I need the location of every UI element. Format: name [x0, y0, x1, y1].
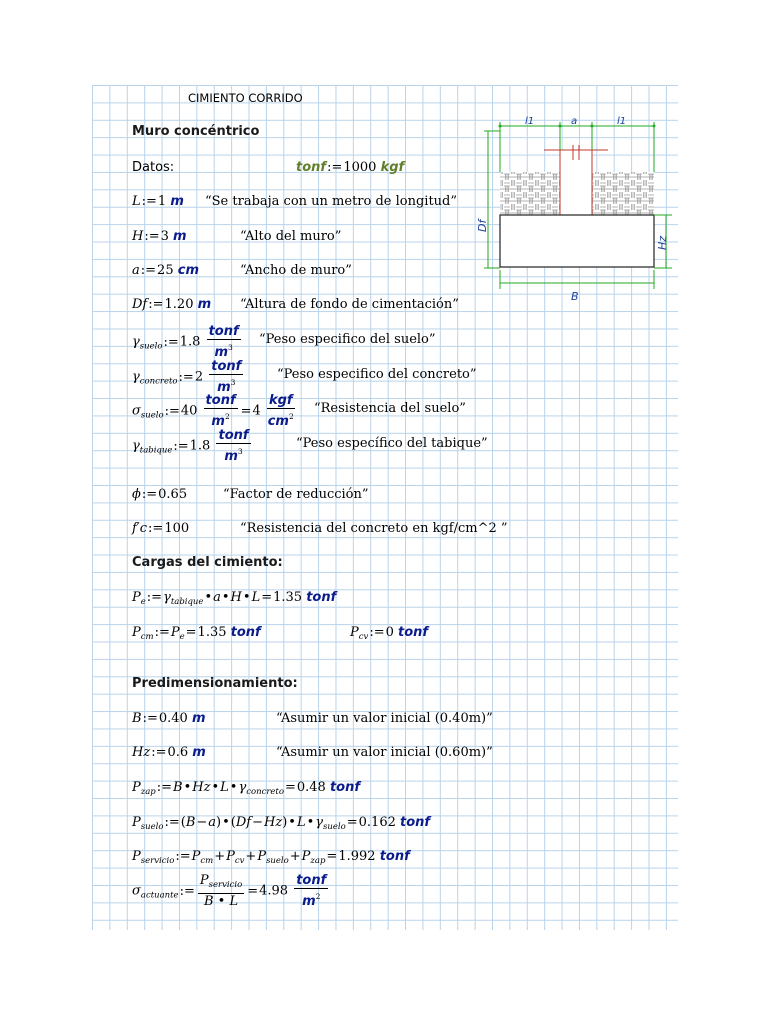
sigma-actuante-unit: $\frac{\text{tonf}}{m^2}$ — [296, 873, 327, 909]
tonf-value: 1000 — [343, 160, 377, 175]
input-Hz: Hz:=0.6 m — [132, 745, 206, 760]
sigma-suelo-eq: $\sigma_{suelo}:=40$ $\frac{\text{tonf}}{m^2}$ =4 $\frac{\text{kgf}}{cm^2}$ — [132, 393, 294, 429]
label-l1-right: l1 — [617, 116, 627, 127]
tonf-definition: tonf:=1000 kgf — [296, 160, 405, 175]
foundation-diagram — [478, 108, 678, 308]
label-df: Df — [476, 219, 489, 232]
gamma-concreto-eq: $\gamma_{concreto}:=2$ $\frac{\text{tonf}}{m^3}$ — [132, 359, 242, 395]
section-heading-cargas: Cargas del cimiento: — [132, 555, 283, 570]
wall-rect — [560, 150, 592, 215]
comment-gamma-suelo: “Peso especifico del suelo” — [259, 332, 436, 347]
comment-gamma-tabique: “Peso específico del tabique” — [296, 436, 488, 451]
comment-sigma-suelo: “Resistencia del suelo” — [314, 401, 466, 416]
label-l1-left: l1 — [525, 116, 535, 127]
label-hz: Hz — [656, 235, 669, 250]
datos-label: Datos: — [132, 160, 175, 175]
label-a: a — [571, 116, 578, 127]
tonf-symbol: tonf — [296, 160, 327, 175]
page-title: CIMIENTO CORRIDO — [188, 91, 303, 105]
soil-left-hatch — [500, 172, 560, 215]
footing-rect — [500, 215, 654, 267]
gamma-suelo-unit: $\frac{\text{tonf}}{m^3}$ — [208, 324, 239, 360]
gamma-suelo-eq: $\gamma_{suelo}:=1.8$ $\frac{\text{tonf}}{m^3}$ — [132, 324, 239, 360]
sigma-actuante-eq: $\sigma_{actuante}:=$ $\frac{P_{servicio}}{B • L}$ =4.98 $\frac{\text{tonf}}{m^2}$ — [132, 873, 327, 909]
label-b: B — [571, 290, 579, 303]
sigma-suelo-unit: $\frac{\text{tonf}}{m^2}$ — [205, 393, 236, 429]
pcv-eq: $P_{cv}:=0$ tonf — [350, 625, 429, 642]
pzap-eq: $P_{zap}:=B•Hz•L•\gamma_{concreto}=0.48$ tonf — [132, 780, 361, 797]
psuelo-eq: $P_{suelo}:=(B-a)•(Df-Hz)•L•\gamma_{suelo}=0.162$ tonf — [132, 815, 431, 832]
comment-H: “Alto del muro” — [240, 229, 342, 244]
pservicio-eq: $P_{servicio}:=P_{cm}+P_{cv}+P_{suelo}+P_{zap}=1.992$ tonf — [132, 849, 410, 866]
section-heading-muro: Muro concéntrico — [132, 124, 260, 139]
comment-fc: “Resistencia del concreto en kgf/cm^2 ” — [240, 521, 508, 536]
tonf-unit: kgf — [380, 160, 405, 175]
input-Df: Df:=1.20 m — [132, 297, 212, 312]
input-a: a:=25 cm — [132, 263, 199, 278]
comment-phi: “Factor de reducción” — [223, 487, 369, 502]
comment-L: “Se trabaja con un metro de longitud” — [205, 194, 458, 209]
sigma-actuante-fraction: $\frac{P_{servicio}}{B • L}$ — [199, 873, 243, 909]
soil-right-hatch — [592, 172, 654, 215]
section-heading-predim: Predimensionamiento: — [132, 676, 298, 691]
input-L: L:=1 m — [132, 194, 184, 209]
comment-B: “Asumir un valor inicial (0.40m)” — [276, 711, 493, 726]
input-H: H:=3 m — [132, 229, 187, 244]
pe-eq: $P_e:=\gamma_{tabique}•a•H•L=1.35$ tonf — [132, 590, 337, 607]
comment-Df: “Altura de fondo de cimentación” — [240, 297, 459, 312]
input-B: B:=0.40 m — [132, 711, 206, 726]
comment-Hz: “Asumir un valor inicial (0.60m)” — [276, 745, 493, 760]
gamma-tabique-eq: $\gamma_{tabique}:=1.8$ $\frac{\text{tonf}}{m^3}$ — [132, 428, 249, 464]
fc-eq: f′c:=100 — [132, 521, 190, 536]
pcm-eq: $P_{cm}:=P_e=1.35$ tonf — [132, 625, 261, 642]
gamma-concreto-unit: $\frac{\text{tonf}}{m^3}$ — [211, 359, 242, 395]
gamma-tabique-unit: $\frac{\text{tonf}}{m^3}$ — [218, 428, 249, 464]
sigma-suelo-unit2: $\frac{\text{kgf}}{cm^2}$ — [267, 393, 294, 429]
comment-a: “Ancho de muro” — [240, 263, 352, 278]
comment-gamma-concreto: “Peso especifico del concreto” — [277, 367, 477, 382]
phi-eq: ϕ:=0.65 — [132, 487, 188, 502]
